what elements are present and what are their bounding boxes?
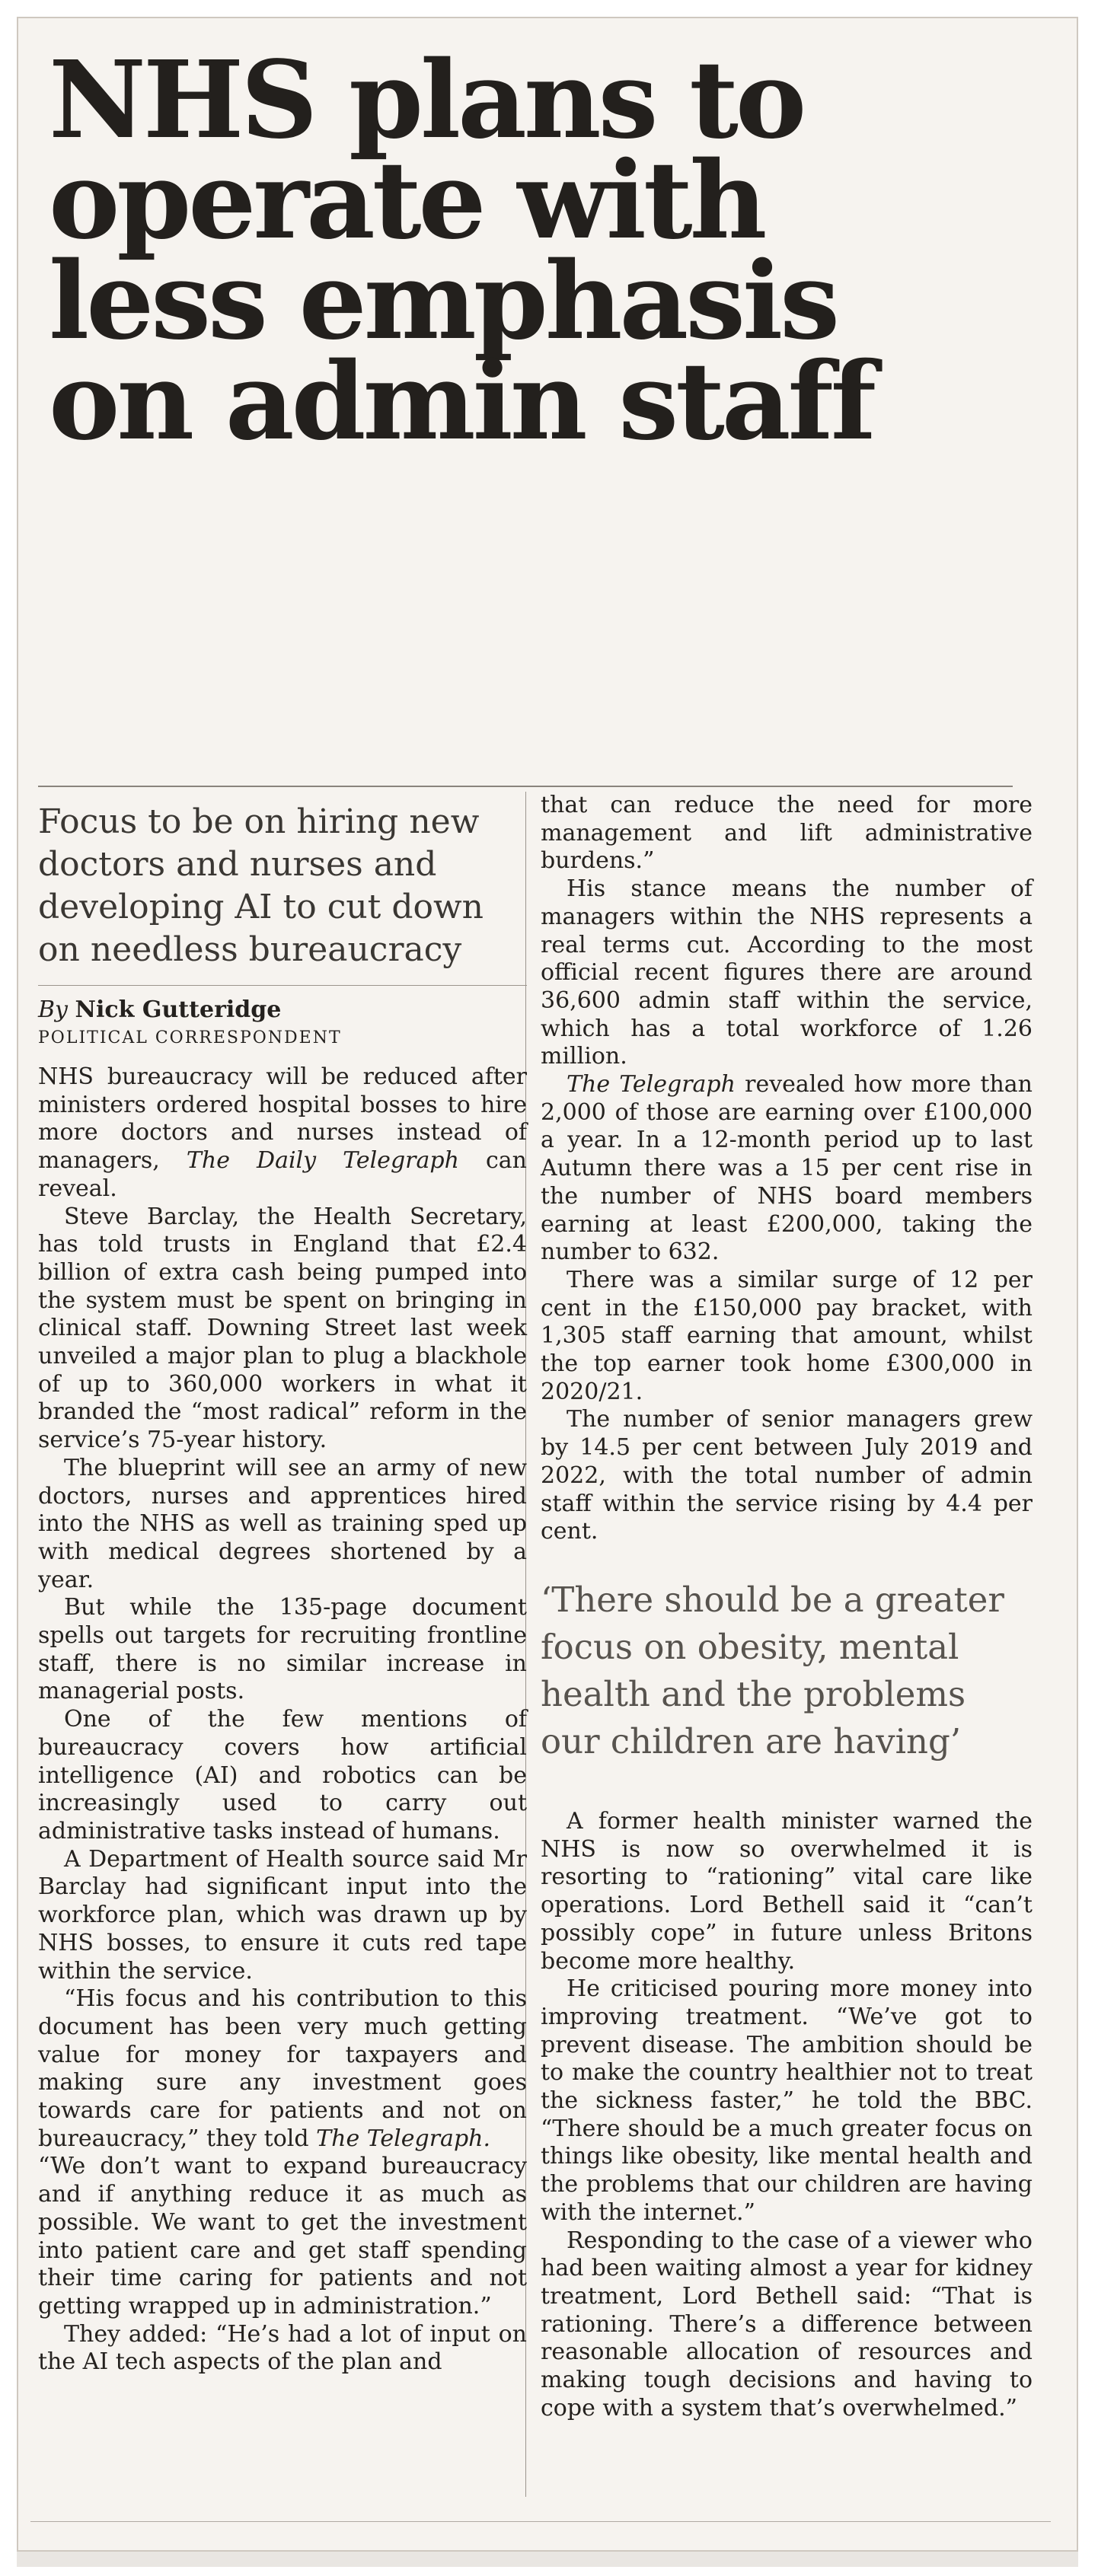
body-paragraph: The number of senior managers grew by 14.5 per cent between July 2019 and 2022, with the total number of admin staff within the service rising by 4.4 per cent. xyxy=(541,1406,1033,1545)
body-paragraph: But while the 135-page document spells out targets for recruiting frontline staff, there is no similar increase in managerial posts. xyxy=(38,1594,527,1705)
body-paragraph: One of the few mentions of bureaucracy covers how artificial intelligence (AI) and robotics can be increasingly used to carry out administrative tasks instead of humans. xyxy=(38,1706,527,1844)
body-paragraph: Responding to the case of a viewer who had been waiting almost a year for kidney treatment, Lord Bethell said: “That is rationing. There’s a difference between reasonable allocation of resources and making tough decisions and having to cope with a system that’s overwhelmed.” xyxy=(541,2227,1033,2421)
byline-rule xyxy=(38,985,527,986)
body-paragraph: His stance means the number of managers within the NHS represents a real terms cut. According to the most official recent figures there are around 36,600 admin staff within the service, which has a total workforce of 1.26 million. xyxy=(541,875,1033,1070)
publication-name: The Daily Telegraph xyxy=(186,1147,459,1175)
publication-name: The Telegraph xyxy=(567,1071,736,1098)
headline xyxy=(49,38,1061,464)
headline-line: less emphasis xyxy=(49,239,838,364)
byline xyxy=(38,995,527,1025)
body-paragraph: A Department of Health source said Mr Barclay had significant input into the workforce plan, which was drawn up by NHS bosses, to ensure it cuts red tape within the service. xyxy=(38,1845,527,1985)
body-paragraph: NHS bureaucracy will be reduced after ministers ordered hospital bosses to hire more doctors and nurses instead of managers, The Daily Telegraph can reveal. xyxy=(38,1063,527,1202)
standfirst: Focus to be on hiring new doctors and nurses and developing AI to cut down on needless bureaucracy xyxy=(38,802,484,969)
pull-quote: ‘There should be a greater focus on obesity, mental health and the problems our children are having’ xyxy=(541,1579,1004,1761)
byline-name: Nick Gutteridge xyxy=(75,996,282,1023)
body-paragraph: The blueprint will see an army of new doctors, nurses and apprentices hired into the NHS as well as training sped up with medical degrees shortened by a year. xyxy=(38,1454,527,1593)
byline-by: By xyxy=(38,996,68,1023)
body-paragraph: He criticised pouring more money into improving treatment. “We’ve got to prevent disease. The ambition should be to make the country healthier not to treat the sickness faster,” he told the BBC. “There should be a much greater focus on things like obesity, like mental health and the problems that our children are having with the internet.” xyxy=(541,1975,1033,2226)
body-paragraph: “We don’t want to expand bureaucracy and if anything reduce it as much as possible. We want to get the investment into patient care and get staff spending their time caring for patients and not getting wrapped up in administration.” xyxy=(38,2153,527,2319)
right-column xyxy=(541,792,1033,2422)
top-rule xyxy=(38,786,1013,787)
left-column xyxy=(38,801,527,2377)
body-paragraph: They added: “He’s had a lot of input on the AI tech aspects of the plan and xyxy=(38,2320,527,2376)
body-paragraph: There was a similar surge of 12 per cent in the £150,000 pay bracket, with 1,305 staff earning that amount, whilst the top earner took home £300,000 in 2020/21. xyxy=(541,1266,1033,1405)
headline-line: operate with xyxy=(49,139,764,263)
headline-line: on admin staff xyxy=(49,340,874,464)
byline-role: POLITICAL CORRESPONDENT xyxy=(38,1028,342,1047)
headline-line: NHS plans to xyxy=(49,38,804,163)
body-paragraph: The Telegraph revealed how more than 2,000 of those are earning over £100,000 a year. In a 12-month period up to last Autumn there was a 15 per cent rise in the number of NHS board members earning at least £200,000, taking the number to 632. xyxy=(541,1071,1033,1266)
page-edge-strip xyxy=(17,2552,1078,2567)
body-paragraph: “His focus and his contribution to this document has been very much getting value for money for taxpayers and making sure any investment goes towards care for patients and not on bureaucracy,” they told The Telegraph. xyxy=(38,1985,527,2152)
publication-name: The Telegraph. xyxy=(316,2125,491,2152)
body-paragraph: that can reduce the need for more management and lift administrative burdens.” xyxy=(541,792,1033,875)
body-paragraph: A former health minister warned the NHS is now so overwhelmed it is resorting to “rationing” vital care like operations. Lord Bethell said it “can’t possibly cope” in future unless Britons become more healthy. xyxy=(541,1807,1033,1975)
bottom-rule xyxy=(30,2521,1051,2522)
body-paragraph: Steve Barclay, the Health Secretary, has told trusts in England that £2.4 billion of extra cash being pumped into the system must be spent on bringing in clinical staff. Downing Street last week unveiled a major plan to plug a blackhole of up to 360,000 workers in what it branded the “most radical” reform in the service’s 75-year history. xyxy=(38,1203,527,1454)
